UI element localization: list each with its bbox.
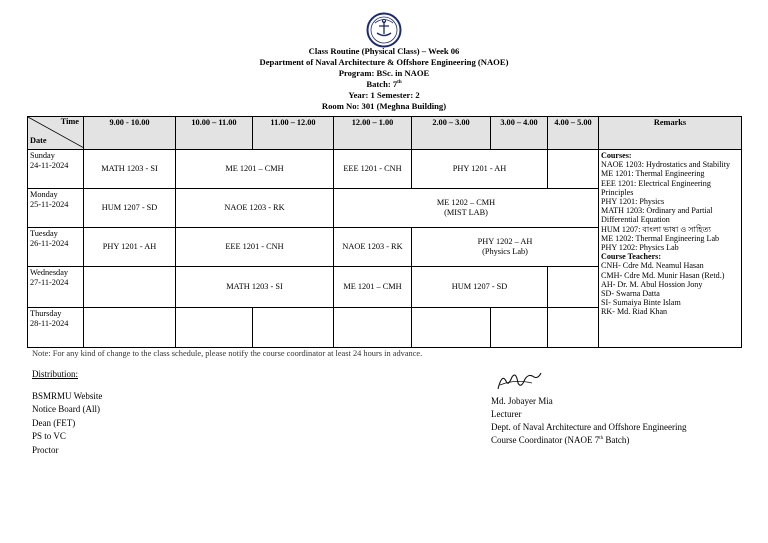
routine-title: Class Routine (Physical Class) – Week 06 [308,46,460,56]
slot-header: 3.00 – 4.00 [491,117,548,150]
distribution-title: Distribution: [32,369,79,379]
signatory-role: Course Coordinator (NAOE 7th Batch) [491,435,630,445]
remarks-header: Remarks [599,117,742,150]
slot-header: 4.00 – 5.00 [548,117,599,150]
empty-cell [253,308,334,348]
class-cell: NAOE 1203 - RK [334,228,412,267]
signatory-department: Dept. of Naval Architecture and Offshore Engineering [491,422,687,432]
empty-cell [548,308,599,348]
class-cell: NAOE 1203 - RK [176,189,334,228]
distribution-item: Notice Board (All) [32,404,100,414]
class-cell: PHY 1201 - AH [84,228,176,267]
empty-cell [491,308,548,348]
schedule-note: Note: For any kind of change to the class schedule, please notify the course coordinator at least 24 hours in advance. [32,349,423,358]
day-cell: Sunday 24-11-2024 [28,150,84,189]
slot-header: 11.00 – 12.00 [253,117,334,150]
teacher-item: CMH- Cdre Md. Munir Hasan (Retd.) [601,270,725,280]
empty-cell [548,150,599,189]
day-cell: Thursday 28-11-2024 [28,308,84,348]
course-item: HUM 1207: বাংলা ভাষা ও সাহিত্য [601,224,711,234]
remarks-cell: Courses: NAOE 1203: Hydrostatics and Stability ME 1201: Thermal Engineering EEE 1201: Electrical Engineering Principles PHY 1201: Physics MATH 1203: Ordinary and Partial Differential Equation HUM 1207: বাংলা ভাষা ও সাহিত্য ME 1202: Thermal Engineering Lab PHY 1202: Physics Lab Course Teachers: CNH- Cdre Md. Neamul Hasan CMH- Cdre Md. Munir Hasan (Retd.) AH- Dr. M. Abul Hossion Jony SD- Swarna Datta SI- Sumaiya Binte Islam RK- Md. Riad Khan [599,150,742,348]
empty-cell [412,308,491,348]
course-item: MATH 1203: Ordinary and Partial Differential Equation [601,206,713,225]
teacher-item: CNH- Cdre Md. Neamul Hasan [601,261,704,271]
empty-cell [84,267,176,308]
signature-block [491,395,687,447]
department-name: Department of Naval Architecture & Offshore Engineering (NAOE) [259,57,509,67]
course-item: ME 1202: Thermal Engineering Lab [601,233,720,243]
distribution-item: BSMRMU Website [32,390,103,401]
university-logo [366,12,402,48]
empty-cell [84,308,176,348]
class-cell: MATH 1203 - SI [176,267,334,308]
slot-header: 2.00 – 3.00 [412,117,491,150]
table-row [28,150,742,189]
slot-header: 10.00 – 11.00 [176,117,253,150]
distribution-item: Proctor [32,444,59,455]
teacher-item: AH- Dr. M. Abul Hossion Jony [601,279,703,289]
course-item: EEE 1201: Electrical Engineering Principles [601,178,711,197]
batch-line: Batch: 7th [366,79,402,89]
signatory-name: Md. Jobayer Mia [491,396,553,406]
day-cell: Monday 25-11-2024 [28,189,84,228]
class-cell: ME 1201 – CMH [176,150,334,189]
class-cell: PHY 1201 - AH [412,150,548,189]
teacher-item: SD- Swarna Datta [601,289,660,299]
handwritten-signature [494,367,544,395]
class-cell: EEE 1201 - CNH [176,228,334,267]
teacher-item: RK- Md. Riad Khan [601,307,668,317]
signatory-title: Lecturer [491,409,522,419]
course-item: PHY 1202: Physics Lab [601,243,679,253]
routine-heading [0,46,768,112]
class-cell: ME 1202 – CMH (MIST LAB) [334,189,599,228]
course-item: NAOE 1203: Hydrostatics and Stability [601,160,731,170]
empty-cell [548,267,599,308]
routine-table [27,116,742,348]
class-cell: PHY 1202 – AH (Physics Lab) [412,228,599,267]
year-semester-line: Year: 1 Semester: 2 [348,90,420,100]
empty-cell [334,308,412,348]
slot-header: 9.00 - 10.00 [84,117,176,150]
room-line: Room No: 301 (Meghna Building) [321,101,447,111]
class-cell: ME 1201 – CMH [334,267,412,308]
slot-header: 12.00 – 1.00 [334,117,412,150]
day-cell: Tuesday 26-11-2024 [28,228,84,267]
table-header-row [28,117,742,150]
distribution-item: Dean (FET) [32,417,76,428]
class-cell: MATH 1203 - SI [84,150,176,189]
teacher-item: SI- Sumaiya Binte Islam [601,298,681,308]
empty-cell [176,308,253,348]
course-item: ME 1201: Thermal Engineering [601,169,705,179]
class-cell: HUM 1207 - SD [412,267,548,308]
distribution-list [32,368,102,457]
class-cell: EEE 1201 - CNH [334,150,412,189]
class-cell: HUM 1207 - SD [84,189,176,228]
time-date-corner: Time Date [28,117,84,150]
program-line: Program: BSc. in NAOE [338,68,430,78]
distribution-item: PS to VC [32,431,66,441]
course-item: PHY 1201: Physics [601,197,665,207]
day-cell: Wednesday 27-11-2024 [28,267,84,308]
